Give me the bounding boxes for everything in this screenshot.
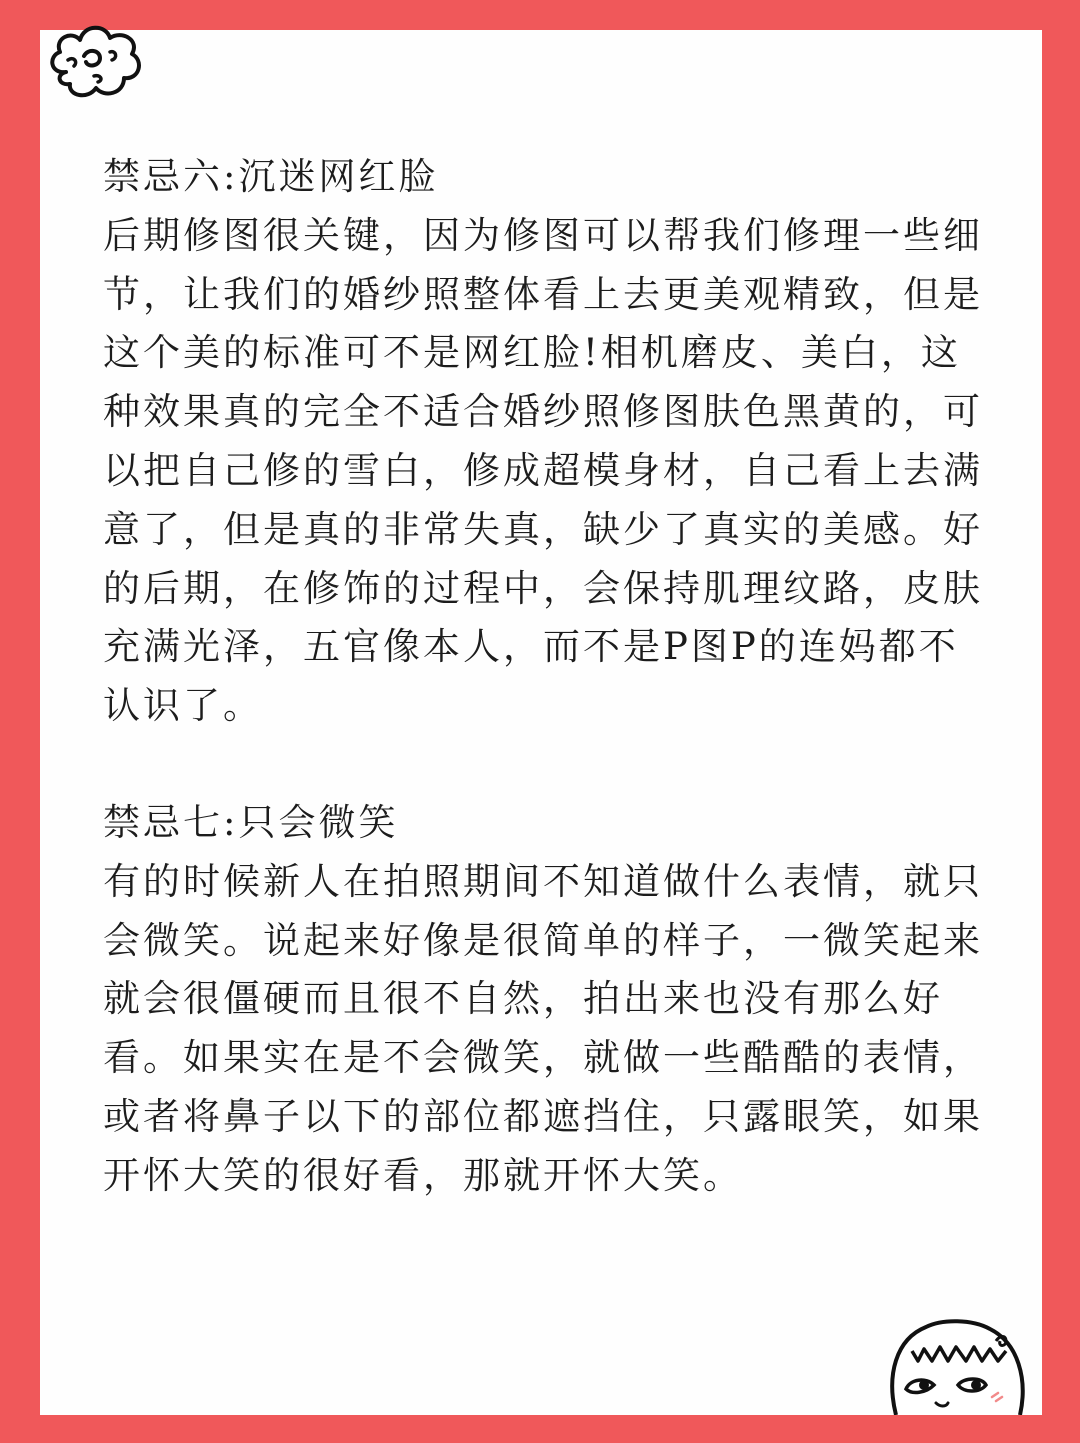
section-paragraph: 后期修图很关键，因为修图可以帮我们修理一些细节，让我们的婚纱照整体看上去更美观精致，但是这个美的标准可不是网红脸!相机磨皮、美白，这种效果真的完全不适合婚纱照修图肤色黑黄的，可以把自己修的雪白，修成超模身材，自己看上去满意了，但是真的非常失真，缺少了真实的美感。好的后期，在修饰的过程中，会保持肌理纹路，皮肤充满光泽，五官像本人，而不是P图P的连妈都不认识了。 — [103, 213, 983, 728]
paper-sheet — [40, 30, 1042, 1415]
section-taboo-seven — [103, 794, 983, 1206]
section-taboo-six — [103, 148, 983, 736]
article-content — [103, 148, 983, 1206]
section-heading: 禁忌七:只会微笑 — [103, 800, 399, 844]
cloud-doodle-icon — [44, 16, 144, 104]
section-heading: 禁忌六:沉迷网红脸 — [103, 155, 439, 198]
section-paragraph: 有的时候新人在拍照期间不知道做什么表情，就只会微笑。说起来好像是很简单的样子，一微笑起来就会很僵硬而且很不自然，拍出来也没有那么好看。如果实在是不会微笑，就做一些酷酷的表情，或者将鼻子以下的部位都遮挡住，只露眼笑，如果开怀大笑的很好看，那就开怀大笑。 — [103, 859, 983, 1197]
girl-face-doodle-icon — [882, 1305, 1032, 1415]
